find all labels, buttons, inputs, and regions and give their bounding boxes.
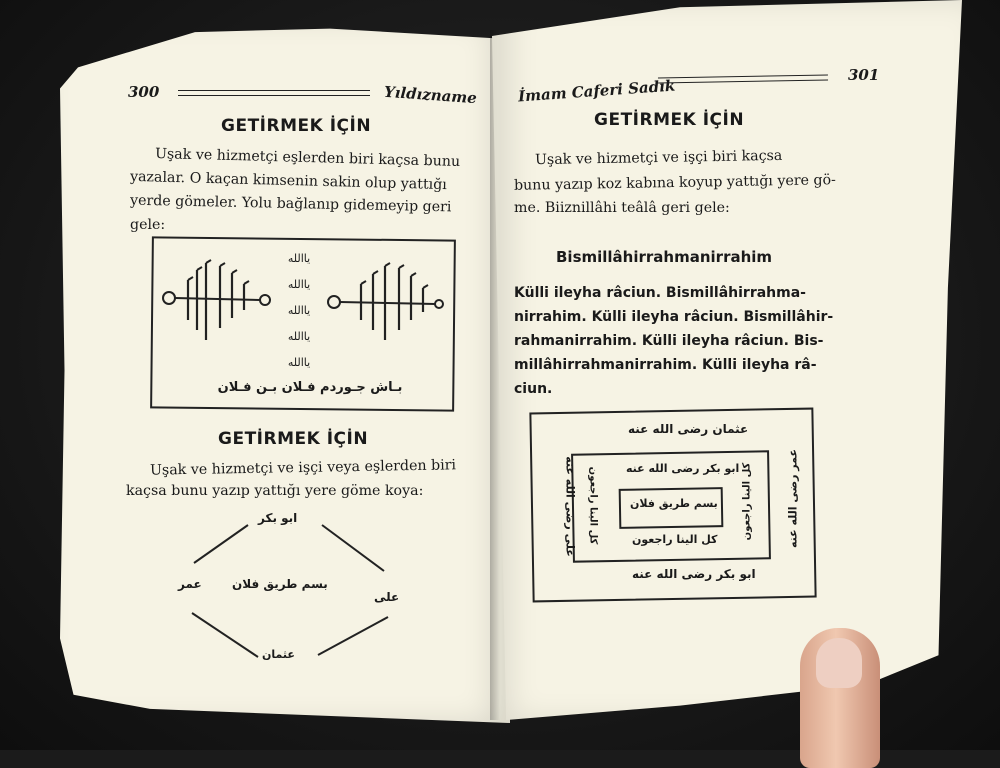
diamond-right-label: على (374, 590, 400, 604)
talisman-name: یاالله (287, 252, 311, 265)
box-center-text: بسم طريق فلان (630, 497, 718, 510)
right-bold-line-3: rahmanirrahim. Külli ileyha râciun. Bis- (514, 333, 824, 349)
talisman-glyph-right (325, 258, 445, 348)
box-outer-bottom-text: ابو بكر رضى الله عنه (632, 567, 756, 581)
right-running-title: İmam Caferi Sadık (517, 76, 676, 106)
talisman-glyph-left (160, 258, 275, 348)
box-outer-right-text: عمر رضى الله عنه (786, 448, 800, 549)
left-paragraph-1-line-2: yazalar. O kaçan kimsenin sakin olup yattığı (129, 168, 447, 194)
left-running-title: Yıldızname (383, 82, 478, 108)
left-paragraph-2-line-1: Uşak ve hizmetçi ve işçi veya eşlerden biri (149, 457, 457, 479)
right-page-number: 301 (848, 66, 880, 84)
right-paragraph-line-3: me. Biiznillâhi teâlâ geri gele: (514, 200, 730, 216)
right-paragraph-line-2: bunu yazıp koz kabına koyup yattığı yere gö- (513, 172, 837, 194)
left-paragraph-1-line-4: gele: (130, 217, 166, 233)
diamond-bottom-label: عثمان (262, 648, 295, 661)
box-middle-top-text: ابو بكر رضى الله عنه (626, 462, 740, 475)
box-outer-left-text: على رضى الله عنه (563, 456, 577, 557)
left-paragraph-1-line-3: yerde gömeler. Yolu bağlanıp gidemeyip geri (129, 192, 452, 216)
right-bold-line-1: Külli ileyha râciun. Bismillâhirrahma- (514, 285, 806, 301)
left-heading-1: GETİRMEK İÇİN (221, 116, 372, 136)
diamond-center-label: بسم طريق فلان (232, 577, 328, 591)
left-paragraph-2-line-2: kaçsa bunu yazıp yattığı yere göme koya: (126, 483, 424, 499)
talisman-name: یاالله (287, 278, 311, 291)
talisman-caption: بـاش جـوردم فـلان بـن فـلان (217, 380, 403, 395)
talisman-name: یاالله (287, 304, 311, 317)
talisman-name: یاالله (287, 356, 311, 369)
talisman-name: یاالله (287, 330, 311, 343)
box-middle-left-text: كل الينا راجعون (587, 466, 599, 545)
diamond-top-label: ابو بكر (258, 511, 298, 525)
right-bold-line-4: millâhirrahmanirrahim. Külli ileyha râ- (514, 357, 817, 373)
box-middle-bottom-text: كل الينا راجعون (632, 533, 718, 546)
box-middle-right-text: كل الينا راجعون (741, 462, 753, 541)
left-heading-2: GETİRMEK İÇİN (218, 429, 369, 449)
left-paragraph-1-line-1: Uşak ve hizmetçi eşlerden biri kaçsa bunu (154, 146, 461, 170)
right-paragraph-line-1: Uşak ve hizmetçi ve işçi biri kaçsa (534, 147, 783, 169)
thumbnail (816, 638, 862, 688)
right-bold-line-5: ciun. (514, 381, 553, 397)
right-heading: GETİRMEK İÇİN (594, 110, 745, 130)
left-header-rule (178, 90, 370, 96)
talisman-name-column (284, 246, 314, 376)
left-page-number: 300 (128, 83, 160, 101)
right-subheading: Bismillâhirrahmanirrahim (556, 248, 773, 266)
box-outer-top-text: عثمان رضى الله عنه (628, 422, 749, 436)
right-bold-line-2: nirrahim. Külli ileyha râciun. Bismillâhir- (514, 309, 834, 325)
diamond-left-label: عمر (178, 577, 202, 591)
